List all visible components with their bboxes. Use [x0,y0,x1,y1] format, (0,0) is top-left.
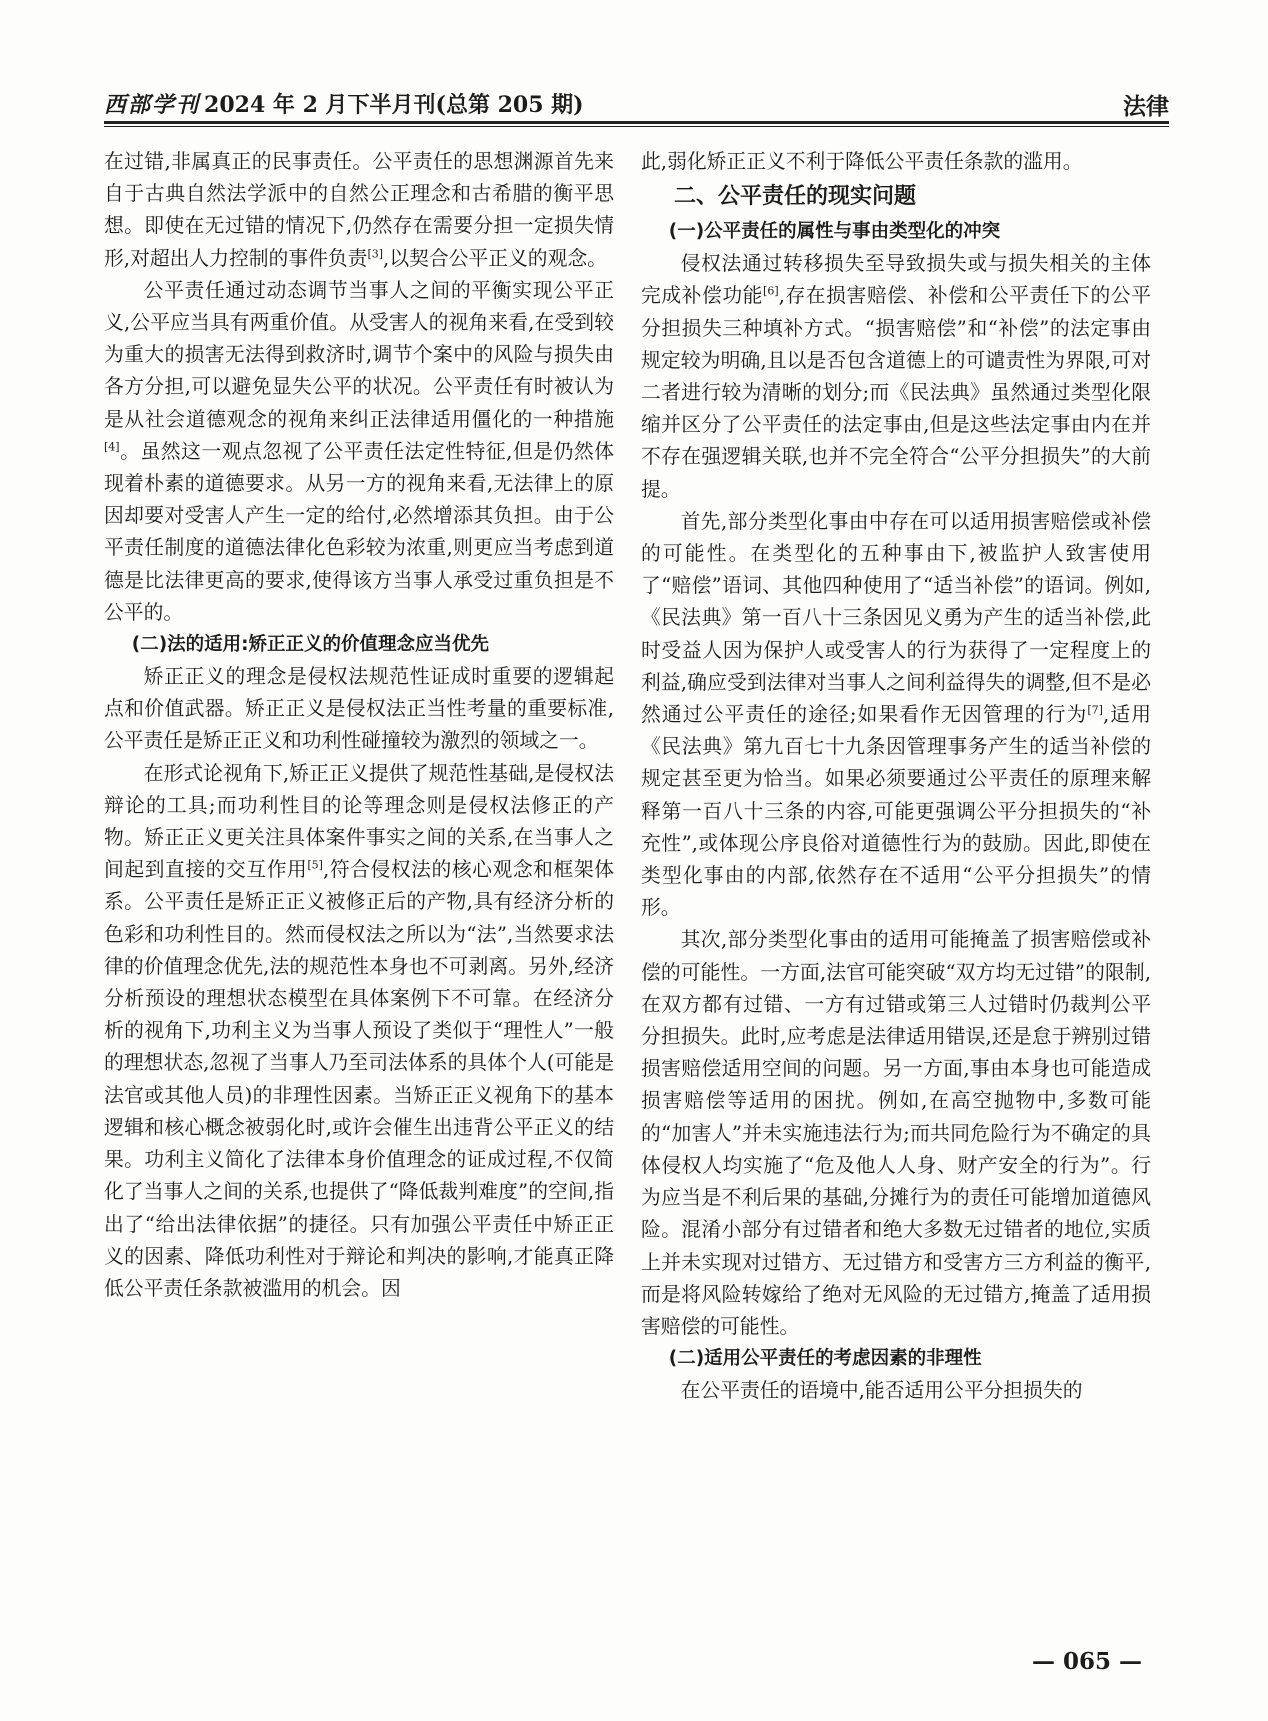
paragraph-text: ,存在损害赔偿、补偿和公平责任下的公平分担损失三种填补方式。“损害赔偿”和“补偿”的法定事由规定较为明确,且以是否包含道德上的可谴责性为界限,可对二者进行较为清晰的划分;而《民法典》虽然通过类型化限缩并区分了公平责任的法定事由,但是这些法定事由内在并不存在强逻辑关联,也并不完全符合“公平分担损失”的大前提。 [641,284,1151,501]
paragraph-text: ,符合侵权法的核心观念和框架体系。公平责任是矫正正义被修正后的产物,具有经济分析的色彩和功利性目的。然而侵权法之所以为“法”,当然要求法律的价值理念优先,法的规范性本身也不可剥离。另外,经济分析预设的理想状态模型在具体案例下不可靠。在经济分析的视角下,功利主义为当事人预设了类似于“理性人”一般的理想状态,忽视了当事人乃至司法体系的具体个人(可能是法官或其他人员)的非理性因素。当矫正正义视角下的基本逻辑和核心概念被弱化时,或许会催生出违背公平正义的结果。功利主义简化了法律本身价值理念的证成过程,不仅简化了当事人之间的关系,也提供了“降低裁判难度”的空间,指出了“给出法律依据”的捷径。只有加强公平责任中矫正正义的因素、降低功利性对于辩论和判决的影响,才能真正降低公平责任条款被滥用的机会。因 [104,858,614,1300]
subsection-heading: (二)适用公平责任的考虑因素的非理性 [668,1348,982,1370]
issue-info: 2024 年 2 月下半月刊(总第 205 期) [204,92,584,118]
paragraph [641,506,1151,925]
paragraph: 在公平责任的语境中,能否适用公平分担损失的 [680,1379,1083,1403]
citation-ref: [7] [1087,703,1103,717]
journal-issue-line [104,88,584,119]
paragraph-text: 首先,部分类型化事由中存在可以适用损害赔偿或补偿的可能性。在类型化的五种事由下,被监护人致害使用了“赔偿”语词、其他四种使用了“适当补偿”的语词。例如,《民法典》第一百八十三条因见义勇为产生的适当补偿,此时受益人因为保护人或受害人的行为获得了一定程度上的利益,确应受到法律对当事人之间利益得失的调整,但不是必然通过公平责任的途径;如果看作无因管理的行为 [641,509,1151,727]
header-rule-thick [104,121,1169,124]
citation-ref: [3] [367,247,384,261]
running-header [104,84,1169,128]
paragraph [641,248,1151,506]
subsection-heading: (一)公平责任的属性与事由类型化的冲突 [668,221,1001,243]
paragraph-text: 在过错,非属真正的民事责任。公平责任的思想渊源首先来自于古典自然法学派中的自然公正理念和古希腊的衡平思想。即使在无过错的情况下,仍然存在需要分担一定损失情形,对超出人力控制的事件负责 [104,150,614,270]
journal-logo: 西部学刊 [104,92,201,118]
paragraph-text: 在形式论视角下,矫正正义提供了规范性基础,是侵权法辩论的工具;而功利性目的论等理念则是侵权法修正的产物。矫正正义更关注具体案件事实之间的关系,在当事人之间起到直接的交互作用 [104,761,614,882]
paragraph [104,758,614,1305]
paragraph-text: 侵权法通过转移损失至导致损失或与损失相关的主体完成补偿功能 [641,252,1151,308]
citation-ref: [6] [763,284,779,298]
right-column [641,146,1151,1407]
paragraph: 其次,部分类型化事由的适用可能掩盖了损害赔偿或补偿的可能性。一方面,法官可能突破“双方均无过错”的限制,在双方都有过错、一方有过错或第三人过错时仍裁判公平分担损失。此时,应考虑是法律适用错误,还是怠于辨别过错损害赔偿适用空间的问题。另一方面,事由本身也可能造成损害赔偿等适用的困扰。例如,在高空抛物中,多数可能的“加害人”并未实施违法行为;而共同危险行为不确定的具体侵权人均实施了“危及他人人身、财产安全的行为”。行为应当是不利后果的基础,分摊行为的责任可能增加道德风险。混淆小部分有过错者和绝大多数无过错者的地位,实质上并未实现对过错方、无过错方和受害方三方利益的衡平,而是将风险转嫁给了绝对无风险的无过错方,掩盖了适用损害赔偿的可能性。 [641,928,1151,1338]
paragraph-text: ,适用《民法典》第九百七十九条因管理事务产生的适当补偿的规定甚至更为恰当。如果必须要通过公平责任的原理来解释第一百八十三条的内容,可能更强调公平分担损失的“补充性”,或体现公序良俗对道德性行为的鼓励。因此,即使在类型化事由的内部,依然存在不适用“公平分担损失”的情形。 [641,703,1151,920]
section-heading: 二、公平责任的现实问题 [674,184,917,210]
paragraph [104,146,614,275]
paragraph-text: ,以契合公平正义的观念。 [383,246,607,270]
paragraph-text: 公平责任通过动态调节当事人之间的平衡实现公平正义,公平应当具有两重价值。从受害人的视角来看,在受到较为重大的损害无法得到救济时,调节个案中的风险与损失由各方分担,可以避免显失公平的状况。公平责任有时被认为是从社会道德观念的视角来纠正法律适用僵化的一种措施 [104,278,614,431]
paragraph [104,275,614,629]
section-category: 法律 [1123,94,1169,120]
header-rule-thin [104,126,1169,127]
citation-ref: [5] [307,858,323,872]
paragraph-text: 。虽然这一观点忽视了公平责任法定性特征,但是仍然体现着朴素的道德要求。从另一方的视角来看,无法律上的原因却要对受害人产生一定的给付,必然增添其负担。由于公平责任制度的道德法律化色彩较为浓重,则更应当考虑到道德是比法律更高的要求,使得该方当事人承受过重负担是不公平的。 [104,439,614,624]
page-number: — 065 — [1032,1648,1143,1675]
paragraph: 此,弱化矫正正义不利于降低公平责任条款的滥用。 [641,150,1083,173]
subsection-heading: (二)法的适用:矫正正义的价值理念应当优先 [131,634,490,656]
citation-ref: [4] [104,440,120,454]
left-column [104,146,614,1305]
paragraph: 矫正正义的理念是侵权法规范性证成时重要的逻辑起点和价值武器。矫正正义是侵权法正当性考量的重要标准,公平责任是矫正正义和功利性碰撞较为激烈的领域之一。 [104,665,614,753]
